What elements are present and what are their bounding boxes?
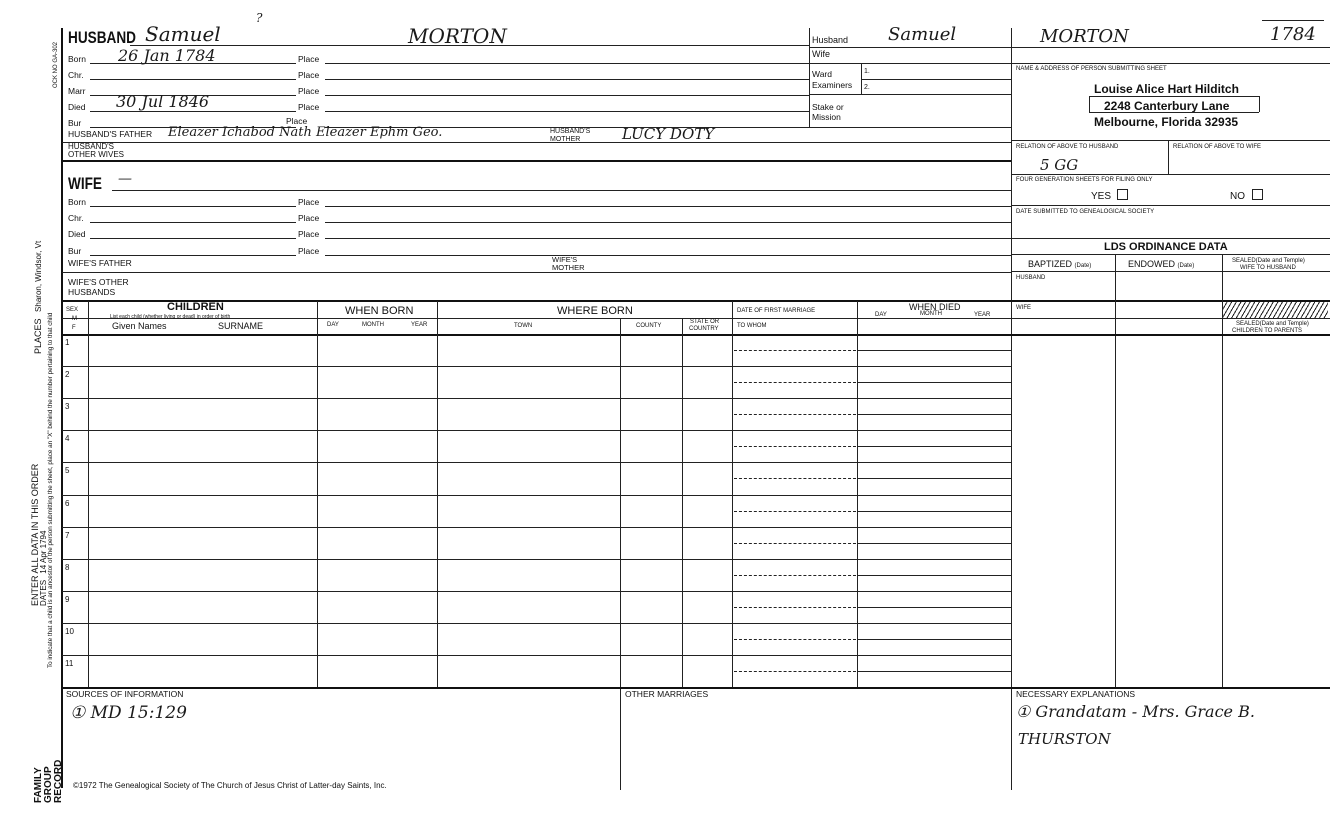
child-row-number: 1 (65, 338, 70, 347)
lds-endowed-date-note: (Date) (1177, 263, 1195, 269)
husband-mother: LUCY DOTY (622, 125, 715, 143)
died-divider-line (857, 350, 1011, 351)
relation-husband-value: 5 GG (1040, 156, 1079, 174)
col-town: TOWN (514, 323, 533, 329)
husband-born: 26 Jan 1784 (118, 46, 216, 65)
died-divider-line (857, 671, 1011, 672)
husband-other-wives-label-2: OTHER WIVES (68, 150, 125, 159)
child-row-border (62, 495, 1011, 496)
child-row-border (62, 623, 1011, 624)
places-label (34, 241, 43, 354)
col-where-born: WHERE BORN (557, 305, 633, 317)
dates-value: 14 Apr 1794 (39, 530, 48, 574)
date-submitted-label: DATE SUBMITTED TO GENEALOGICAL SOCIETY (1016, 209, 1155, 215)
died-divider-line (857, 478, 1011, 479)
child-row-number: 6 (65, 499, 70, 508)
husband-born-place-label: Place (298, 54, 320, 64)
stake-label-2: Mission (812, 112, 841, 122)
col-when-died: WHEN DIED (909, 302, 961, 312)
lds-title: LDS ORDINANCE DATA (1104, 241, 1228, 253)
col-born-month: MONTH (362, 322, 384, 328)
child-row-number: 8 (65, 563, 70, 572)
explanations-line-2: THURSTON (1018, 730, 1111, 748)
died-divider-line (857, 382, 1011, 383)
col-county: COUNTY (636, 323, 662, 329)
lds-baptized-label: BAPTIZED (1028, 259, 1073, 269)
husband-father: Eleazer Ichabod Nath Eleazer Ephm Geo. (168, 125, 443, 140)
husband-query-mark: ? (256, 11, 263, 25)
child-row-number: 10 (65, 627, 74, 636)
child-row-number: 4 (65, 434, 70, 443)
husband-marr-place-label: Place (298, 86, 320, 96)
marriage-date-line (734, 543, 856, 544)
husband-given-name: Samuel (145, 22, 221, 46)
no-checkbox[interactable] (1252, 189, 1263, 200)
husband-died-place-label: Place (298, 102, 320, 112)
husband-surname: MORTON (408, 24, 507, 48)
col-given-names: Given Names (112, 321, 167, 331)
rh-husband-year: 1784 (1270, 24, 1316, 45)
husband-mother-label-1: HUSBAND'S (550, 128, 591, 135)
died-divider-line (857, 446, 1011, 447)
died-divider-line (857, 607, 1011, 608)
marriage-date-line (734, 607, 856, 608)
child-row-border (62, 366, 1011, 367)
sources-label: SOURCES OF INFORMATION (66, 689, 184, 699)
marriage-date-line (734, 575, 856, 576)
husband-mother-label-2: MOTHER (550, 136, 581, 143)
wife-born-place-label: Place (298, 197, 320, 207)
child-row-border (62, 398, 1011, 399)
died-divider-line (857, 511, 1011, 512)
lds-sealed-children-2: CHILDREN TO PARENTS (1232, 328, 1303, 334)
child-row-border (62, 430, 1011, 431)
col-surname: SURNAME (218, 321, 264, 331)
col-first-marriage: DATE OF FIRST MARRIAGE (737, 308, 816, 314)
yes-checkbox[interactable] (1117, 189, 1128, 200)
sources-value: ① MD 15:129 (70, 703, 187, 723)
copyright: ©1972 The Genealogical Society of The Church of Jesus Christ of Latter-day Saints, Inc. (73, 781, 387, 790)
col-born-day: DAY (327, 322, 339, 328)
husband-bur-place-label: Place (286, 116, 308, 126)
child-row-number: 11 (65, 659, 74, 668)
relation-wife-label: RELATION OF ABOVE TO WIFE (1173, 144, 1262, 150)
wife-mother-label-2: MOTHER (552, 263, 585, 272)
child-row-number: 2 (65, 370, 70, 379)
marriage-date-line (734, 511, 856, 512)
husband-chr-place-label: Place (298, 70, 320, 80)
rh-husband-given: Samuel (888, 24, 957, 45)
husband-father-label: HUSBAND'S FATHER (68, 129, 153, 139)
col-died-year: YEAR (974, 312, 991, 318)
husband-died-label: Died (68, 102, 86, 112)
child-row-number: 9 (65, 595, 70, 604)
col-children: CHILDREN (167, 301, 224, 313)
margin-instruction: To indicate that a child is an ancestor of the person submitting the sheet, place an "X" behind the number pertaining to that child (47, 312, 54, 668)
lds-wife-row: WIFE (1016, 305, 1031, 311)
wife-died-label: Died (68, 229, 86, 239)
wife-other-husbands-label-1: WIFE'S OTHER (68, 277, 129, 287)
stake-label-1: Stake or (812, 102, 844, 112)
wife-chr-place-label: Place (298, 213, 320, 223)
husband-other-wives-label-1: HUSBAND'S (68, 142, 114, 151)
dates-label-text: DATES (39, 579, 48, 606)
lds-endowed-label: ENDOWED (1128, 259, 1175, 269)
died-divider-line (857, 575, 1011, 576)
enter-all-data-label: ENTER ALL DATA IN THIS ORDER (30, 463, 40, 606)
lds-baptized (1028, 260, 1091, 269)
col-died-month: MONTH (920, 311, 942, 317)
marriage-date-line (734, 350, 856, 351)
places-value: Sharon, Windsor, Vt (34, 240, 43, 312)
explanations-line-1: ① Grandatam - Mrs. Grace B. (1016, 702, 1255, 721)
husband-marr-label: Marr (68, 86, 86, 96)
died-divider-line (857, 543, 1011, 544)
wife-name: — (118, 171, 132, 187)
col-sex: SEX (66, 307, 79, 313)
wife-mother-label-1: WIFE'S (552, 255, 578, 264)
rh-husband-label: Husband (812, 35, 849, 45)
lds-sealed-wife-2: WIFE TO HUSBAND (1240, 265, 1296, 271)
form-number: OCK NO GA-302 (53, 41, 59, 88)
submitter-city: Melbourne, Florida 32935 (1094, 115, 1239, 129)
no-label: NO (1230, 191, 1245, 202)
marriage-date-line (734, 414, 856, 415)
yes-label: YES (1091, 191, 1112, 202)
wife-born-label: Born (68, 197, 86, 207)
rh-husband-surname: MORTON (1040, 26, 1129, 47)
explanations-label: NECESSARY EXPLANATIONS (1016, 689, 1136, 699)
submitter-street: 2248 Canterbury Lane (1104, 99, 1230, 113)
rh-wife-label: Wife (812, 49, 830, 59)
wife-father-label: WIFE'S FATHER (68, 258, 132, 268)
child-row-border (62, 559, 1011, 560)
child-row-border (62, 462, 1011, 463)
wife-died-place-label: Place (298, 229, 320, 239)
husband-chr-label: Chr. (68, 70, 84, 80)
died-divider-line (857, 414, 1011, 415)
lds-baptized-date-note: (Date) (1074, 263, 1092, 269)
submitter-name: Louise Alice Hart Hilditch (1094, 82, 1239, 96)
relation-husband-label: RELATION OF ABOVE TO HUSBAND (1016, 144, 1119, 150)
wife-heading: WIFE (68, 174, 102, 193)
marriage-date-line (734, 446, 856, 447)
other-marriages-label: OTHER MARRIAGES (625, 689, 709, 699)
marriage-date-line (734, 382, 856, 383)
wife-bur-label: Bur (68, 246, 82, 256)
marriage-date-line (734, 671, 856, 672)
examiners-label: Examiners (812, 80, 853, 90)
places-label-text: PLACES (33, 318, 43, 354)
child-row-border (62, 655, 1011, 656)
child-row-border (62, 591, 1011, 592)
submitter-label: NAME & ADDRESS OF PERSON SUBMITTING SHEET (1016, 66, 1167, 72)
died-divider-line (857, 639, 1011, 640)
dates-label (40, 531, 48, 606)
col-sex-f: F (72, 325, 76, 331)
wife-bur-place-label: Place (298, 246, 320, 256)
col-children-note: List each child (whether living or dead) in order of birth (110, 314, 231, 320)
ward-label: Ward (812, 69, 832, 79)
form-title: FAMILY GROUP RECORD (33, 759, 64, 803)
marriage-date-line (734, 478, 856, 479)
lds-sealed-wife-1: SEALED(Date and Temple) (1232, 258, 1305, 264)
marriage-date-line (734, 639, 856, 640)
col-sex-m: M (72, 316, 77, 322)
child-row-number: 3 (65, 402, 70, 411)
wife-other-husbands-label-2: HUSBANDS (68, 287, 116, 297)
col-state-2: COUNTRY (689, 326, 719, 332)
examiner-1: 1. (864, 68, 870, 75)
husband-bur-label: Bur (68, 118, 82, 128)
child-row-number: 5 (65, 466, 70, 475)
lds-endowed (1128, 260, 1194, 269)
col-born-year: YEAR (411, 322, 428, 328)
child-row-border (62, 527, 1011, 528)
four-gen-label: FOUR GENERATION SHEETS FOR FILING ONLY (1016, 177, 1153, 183)
lds-husband-row: HUSBAND (1016, 275, 1046, 281)
husband-heading: HUSBAND (68, 28, 136, 47)
child-row-number: 7 (65, 531, 70, 540)
lds-sealed-children-1: SEALED(Date and Temple) (1236, 321, 1309, 327)
examiner-2: 2. (864, 84, 870, 91)
husband-died: 30 Jul 1846 (116, 92, 210, 111)
col-state-1: STATE OR (690, 319, 720, 325)
col-when-born: WHEN BORN (345, 305, 414, 317)
lds-hatched-cell (1223, 302, 1328, 319)
wife-chr-label: Chr. (68, 213, 84, 223)
col-died-day: DAY (875, 312, 887, 318)
husband-born-label: Born (68, 54, 86, 64)
col-to-whom: TO WHOM (737, 323, 767, 329)
